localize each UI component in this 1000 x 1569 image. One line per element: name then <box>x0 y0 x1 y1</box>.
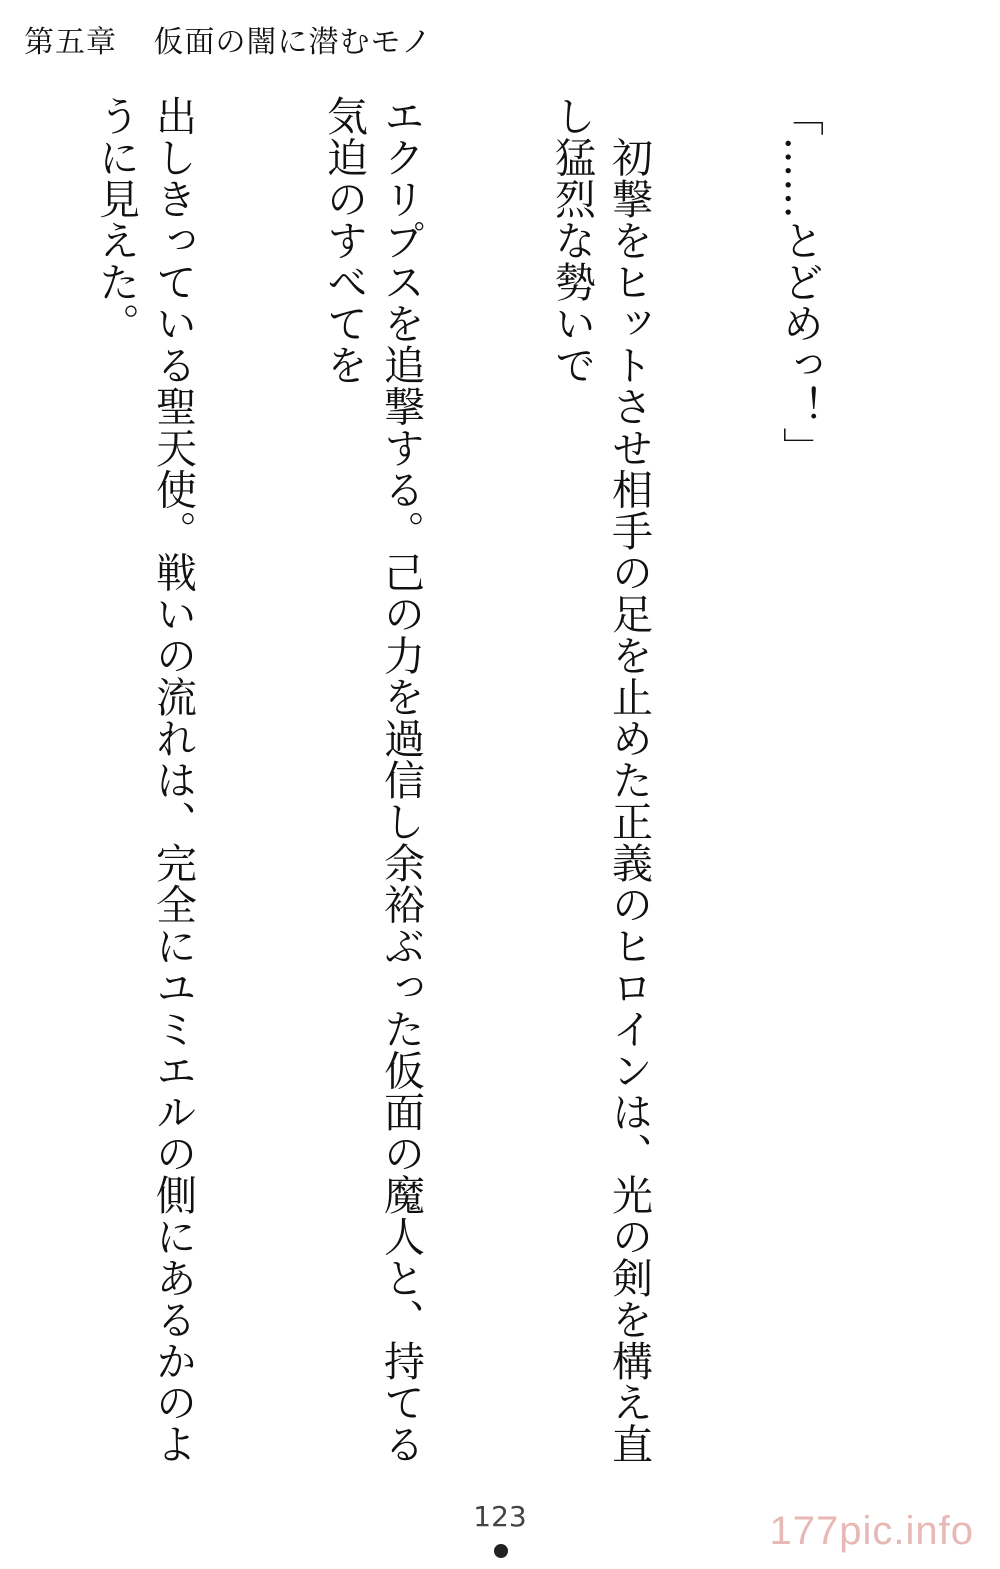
page-number: 123 <box>473 1500 527 1533</box>
vertical-body-text <box>0 95 942 1495</box>
running-header <box>24 18 432 68</box>
watermark: 177pic.info <box>769 1509 974 1553</box>
text-line-4: 出しきっている聖天使。戦いの流れは、完全にユミエルの側にあるかのように見えた。 <box>92 95 197 1465</box>
chapter-number: 第五章 <box>24 25 117 60</box>
text-line-1: 「……とどめっ！」 <box>776 95 824 469</box>
text-line-3: エクリプスを追撃する。己の力を過信し余裕ぶった仮面の魔人と、持てる気迫のすべてを <box>320 95 425 1465</box>
page-dot-ornament <box>494 1544 508 1558</box>
chapter-title: 仮面の闇に潜むモノ <box>153 25 433 60</box>
text-line-2: 初撃をヒットさせ相手の足を止めた正義のヒロインは、光の剣を構え直し猛烈な勢いで <box>548 95 653 1465</box>
